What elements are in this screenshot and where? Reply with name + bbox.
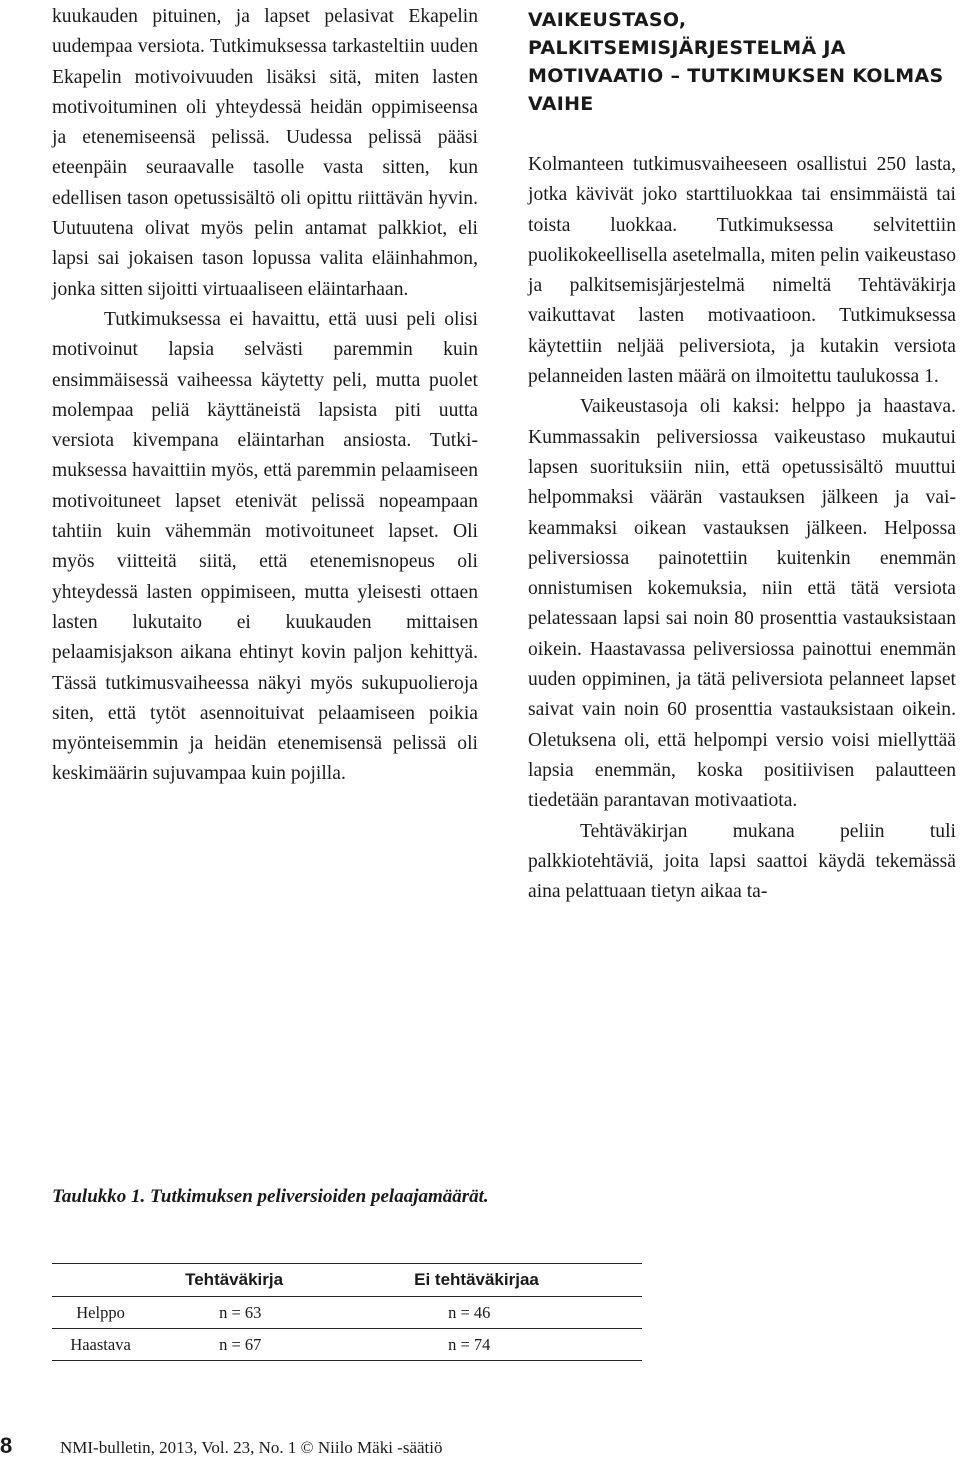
body-paragraph: kuukauden pituinen, ja lapset pelasivat Ekapelin uudempaa versiota. Tutkimuksessa tarkasteltiin uuden Ekapelin motivoivuuden lisäksi sitä, miten lasten motivoituminen oli yhteydessä heidän oppimiseensa ja etenemiseensä pelissä. Uudessa pelissä pääsi eteenpäin seuraavalle tasolle vasta sitten, kun edellisen tason opetussisältö oli opittu riittävän hyvin. Uutuutena olivat myös pelin antamat palkkiot, eli lapsi sai jokaisen tason lopussa valita eläinhahmon, jonka sitten sijoitti virtuaaliseen eläintarhaan. <box>52 6 478 300</box>
table-row <box>52 1297 642 1329</box>
table-header-row <box>52 1264 642 1297</box>
right-column <box>528 2 956 907</box>
table-header-cell: Ei tehtäväkirjaa <box>358 1264 642 1297</box>
player-count-table <box>52 1263 642 1361</box>
body-paragraph: Tutkimuksessa ei havaittu, että uusi peli olisi motivoinut lapsia selvästi paremmin kuin ensimmäisessä vaiheessa käytetty peli, mutta puolet molempaa peliä käyttäneistä lapsista piti uutta versiota kivempana eläintarhan ansiosta. Tutkimuksessa havaittiin myös, että paremmin pelaamiseen motivoituneet lapset etenivät pelissä nopeampaan tahtiin kuin vähemmän motivoituneet lapset. Oli myös viitteitä siitä, että etenemisnopeus oli yhteydessä lasten oppimiseen, mutta yleisesti ottaen lasten lukutaito ei kuukauden mittaisen pelaamisjakson aikana ehtinyt kovin paljon kehittyä. Tässä tutkimusvaiheessa näkyi myös sukupuolieroja siten, että tytöt asennoituivat pelaamiseen poikia myönteisemmin ja heidän etenemisensä pelissä oli keskimäärin sujuvampaa kuin pojilla. <box>52 308 478 785</box>
section-heading: VAIKEUSTASO, PALKITSEMISJÄRJESTELMÄ JA MOTIVAATIO – TUTKIMUKSEN KOLMAS VAIHE <box>528 9 944 115</box>
table-cell: n = 63 <box>149 1297 358 1329</box>
table-cell: Haastava <box>52 1329 149 1361</box>
table-caption: Taulukko 1. Tutkimuksen peliversioiden pelaajamäärät. <box>52 1186 489 1207</box>
table-cell: n = 74 <box>358 1329 642 1361</box>
body-paragraph: Tehtäväkirjan mukana peliin tuli palkkiotehtäviä, joita lapsi saattoi käydä tekemässä aina pelattuaan tietyn aikaa ta- <box>528 820 956 903</box>
table-cell: Helppo <box>52 1297 149 1329</box>
table-row <box>52 1329 642 1361</box>
page-footer <box>0 1433 443 1459</box>
footer-citation: NMI-bulletin, 2013, Vol. 23, No. 1 © Niilo Mäki -säätiö <box>60 1438 443 1457</box>
table-header-cell: Tehtäväkirja <box>149 1264 358 1297</box>
table-header-cell <box>52 1264 149 1297</box>
table-cell: n = 67 <box>149 1329 358 1361</box>
table-cell: n = 46 <box>358 1297 642 1329</box>
page-number: 8 <box>0 1433 13 1458</box>
left-column <box>52 2 478 790</box>
body-paragraph: Kolmanteen tutkimusvaiheeseen osallistui 250 lasta, jotka kävivät joko starttiluokkaa tai ensimmäistä tai toista luokkaa. Tutkimuksessa selvitettiin puolikokeellisella asetelmalla, miten pelin vaikeustaso ja palkitsemisjärjestelmä nimeltä Tehtäväkirja vaikuttavat lasten motivaatioon. Tutkimuksessa käytettiin neljää peliversiota, ja kutakin versiota pelanneiden lasten määrä on ilmoitettu taulukossa 1. <box>528 154 956 388</box>
body-paragraph: Vaikeustasoja oli kaksi: helppo ja haastava. Kummassakin peliversiossa vaikeustaso mukautui lapsen suorituksiin niin, että opetussisältö muuttui helpommaksi väärän vastauksen jälkeen ja vaikeammaksi oikean vastauksen jälkeen. Helpossa peliversiossa painotettiin kuitenkin enemmän onnistumisen kokemuksia, niin että tätä versiota pelatessaan lapsi sai noin 80 prosenttia vastauksistaan oikein. Haastavassa peliversiossa painottui enemmän uuden oppiminen, ja tätä peliversiota pelanneet lapset saivat vain noin 60 prosenttia vastauksistaan oikein. Oletuksena oli, että helpompi versio voisi miellyttää lapsia enemmän, koska positiivisen palautteen tiedetään parantavan motivaatiota. <box>528 396 956 812</box>
